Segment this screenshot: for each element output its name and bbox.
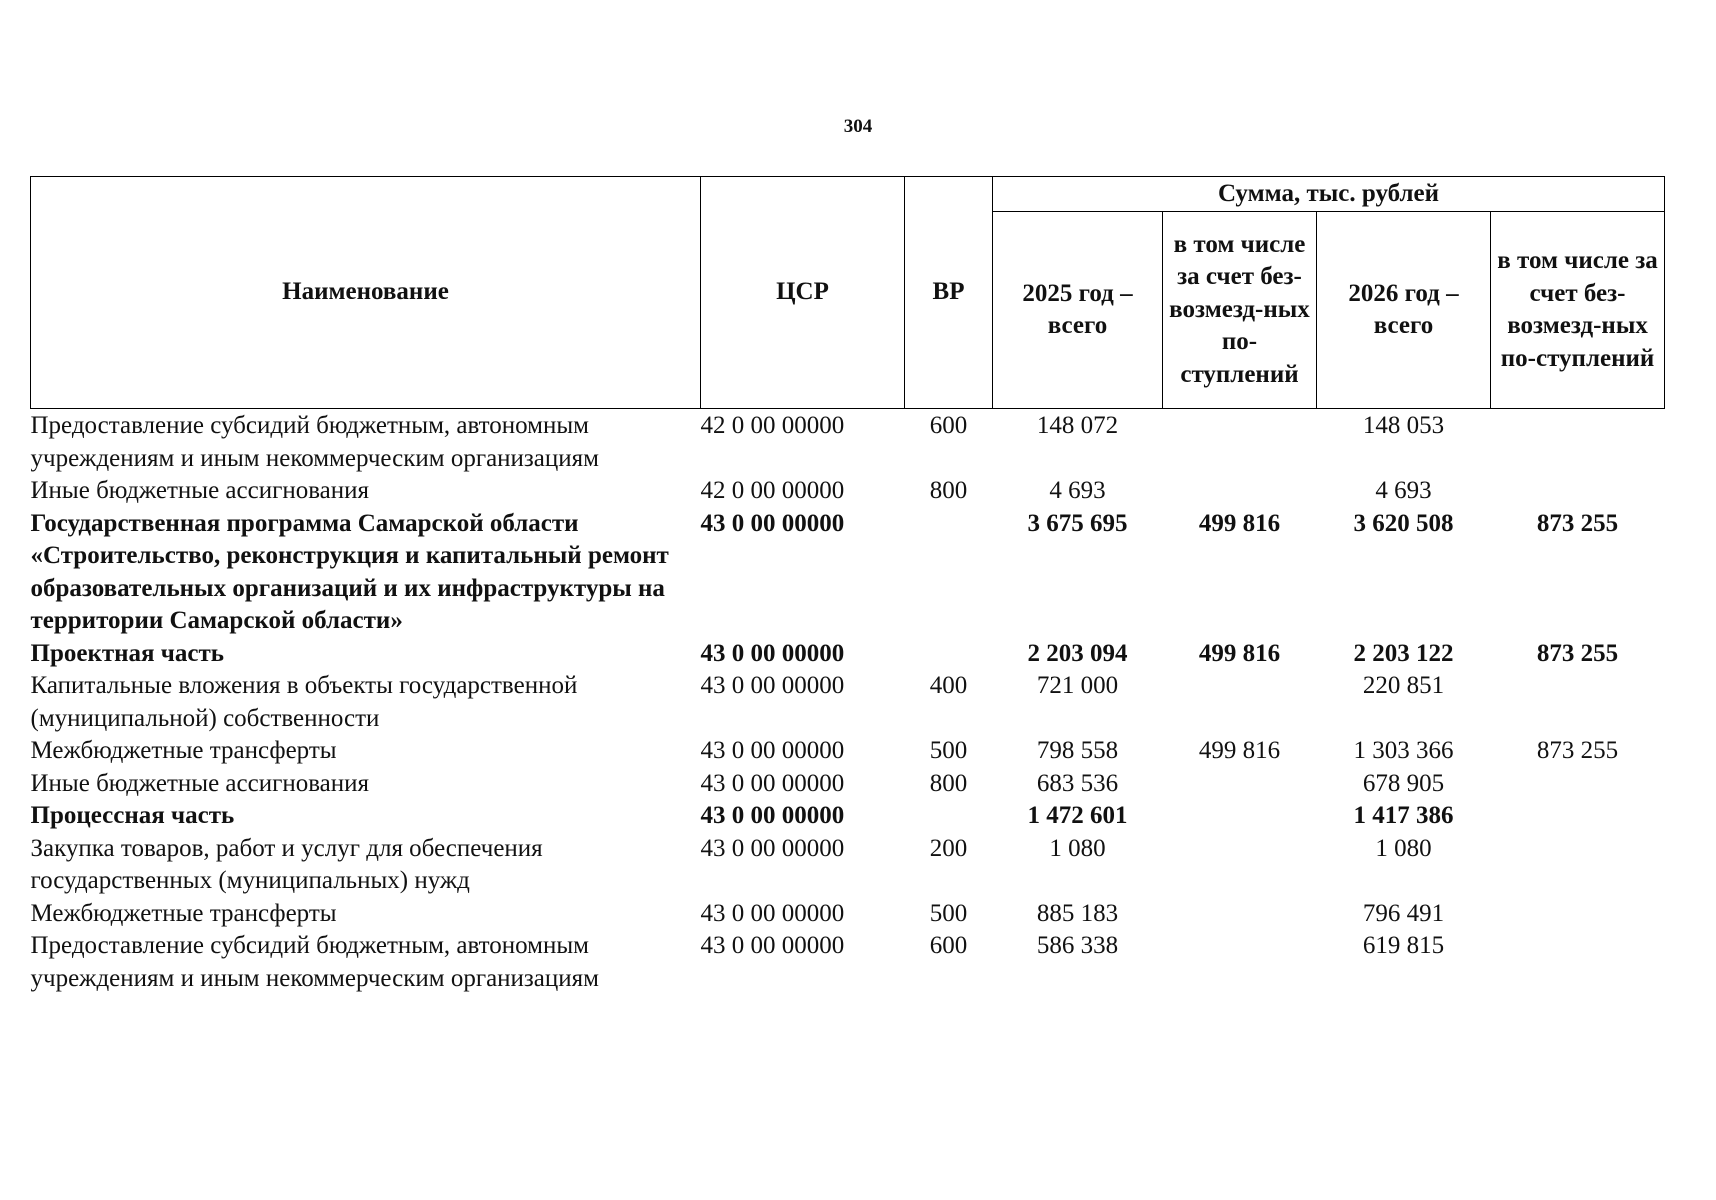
header-2026-total: 2026 год – всего [1317, 212, 1491, 409]
row-vr: 400 [929, 672, 968, 699]
row-vr [905, 800, 993, 833]
row-2025-grants [1163, 768, 1317, 801]
row-2025-total: 683 536 [1036, 769, 1119, 797]
row-2026-total: 148 053 [1362, 412, 1445, 439]
row-2026-total: 3 620 508 [1353, 509, 1454, 537]
row-2025-total: 2 203 094 [1027, 639, 1128, 667]
table-body [31, 409, 1665, 996]
row-vr: 800 [929, 477, 968, 504]
row-2025-total: 586 338 [1036, 932, 1119, 959]
table-header [31, 177, 1665, 409]
row-2025-grants [1163, 833, 1317, 898]
header-2025-grants: в том числе за счет без-возмезд-ных по-ступлений [1163, 212, 1317, 409]
row-2025-total: 3 675 695 [1027, 509, 1128, 537]
budget-table [30, 176, 1665, 995]
row-vr: 800 [929, 769, 968, 797]
row-2026-total: 4 693 [1375, 477, 1432, 504]
row-2026-grants [1491, 930, 1665, 995]
table-row [31, 800, 1665, 833]
row-csr: 43 0 00 00000 [700, 899, 845, 927]
row-2026-grants: 873 255 [1536, 509, 1619, 537]
row-2026-grants [1491, 800, 1665, 833]
row-vr: 600 [929, 412, 968, 439]
row-2026-total: 1 417 386 [1353, 802, 1454, 829]
header-sum-group: Сумма, тыс. рублей [993, 177, 1665, 212]
row-2025-grants [1163, 670, 1317, 735]
header-csr: ЦСР [701, 177, 905, 409]
row-csr: 43 0 00 00000 [700, 509, 845, 537]
row-name: Капитальные вложения в объекты государственной (муниципальной) собственности [30, 672, 578, 732]
row-2025-grants [1163, 898, 1317, 931]
row-2026-total: 2 203 122 [1353, 639, 1454, 667]
row-2026-total: 1 080 [1375, 834, 1432, 862]
row-csr: 43 0 00 00000 [700, 769, 845, 797]
row-vr: 500 [929, 737, 968, 764]
row-csr: 43 0 00 00000 [700, 639, 845, 667]
row-2026-total: 678 905 [1362, 769, 1445, 797]
row-vr [905, 638, 993, 671]
row-2025-total: 885 183 [1036, 899, 1119, 927]
row-2026-grants [1491, 833, 1665, 898]
row-2026-grants: 873 255 [1536, 737, 1619, 764]
table-row [31, 930, 1665, 995]
row-2026-total: 796 491 [1362, 899, 1445, 927]
row-vr: 500 [929, 899, 968, 927]
header-name: Наименование [31, 177, 701, 409]
row-2026-grants [1491, 670, 1665, 735]
row-2026-total: 619 815 [1362, 932, 1445, 959]
row-csr: 42 0 00 00000 [700, 412, 845, 439]
row-name: Предоставление субсидий бюджетным, автономным учреждениям и иным некоммерческим организациям [30, 412, 599, 472]
header-2026-grants: в том числе за счет без-возмезд-ных по-ступлений [1491, 212, 1665, 409]
row-csr: 43 0 00 00000 [700, 737, 845, 764]
row-2026-grants: 873 255 [1536, 639, 1619, 667]
table-row [31, 475, 1665, 508]
row-2025-grants [1163, 930, 1317, 995]
row-vr: 600 [929, 932, 968, 959]
row-name: Иные бюджетные ассигнования [30, 769, 370, 797]
row-vr: 200 [929, 834, 968, 862]
row-name: Проектная часть [30, 639, 225, 667]
table-row [31, 768, 1665, 801]
row-2025-total: 1 080 [1049, 834, 1106, 862]
row-csr: 43 0 00 00000 [700, 802, 845, 829]
row-2026-grants [1491, 475, 1665, 508]
row-name: Государственная программа Самарской области «Строительство, реконструкция и капитальный ремонт образовательных организаций и их инфраструктуры на территории Самарской области» [30, 509, 669, 634]
row-name: Иные бюджетные ассигнования [30, 477, 370, 504]
table-row [31, 638, 1665, 671]
row-2025-total: 1 472 601 [1027, 802, 1128, 829]
table-row [31, 735, 1665, 768]
row-2026-grants [1491, 409, 1665, 476]
row-name: Межбюджетные трансферты [30, 737, 337, 764]
page-number: 304 [843, 116, 873, 137]
row-csr: 43 0 00 00000 [700, 932, 845, 959]
row-2025-grants: 499 816 [1198, 509, 1281, 537]
table-row [31, 833, 1665, 898]
table-row [31, 409, 1665, 476]
row-2025-total: 721 000 [1036, 672, 1119, 699]
row-2025-grants: 499 816 [1198, 737, 1281, 764]
row-2026-total: 1 303 366 [1353, 737, 1454, 764]
row-2025-total: 798 558 [1036, 737, 1119, 764]
row-2025-grants [1163, 800, 1317, 833]
row-csr: 43 0 00 00000 [700, 672, 845, 699]
row-csr: 43 0 00 00000 [700, 834, 845, 862]
table-row [31, 670, 1665, 735]
row-2025-total: 148 072 [1036, 412, 1119, 439]
row-name: Закупка товаров, работ и услуг для обеспечения государственных (муниципальных) нужд [30, 834, 543, 894]
row-name: Межбюджетные трансферты [30, 899, 337, 927]
row-vr [905, 508, 993, 638]
row-2026-total: 220 851 [1362, 672, 1445, 699]
row-2025-total: 4 693 [1049, 477, 1106, 504]
row-2025-grants [1163, 475, 1317, 508]
table-row [31, 508, 1665, 638]
row-2025-grants: 499 816 [1198, 639, 1281, 667]
row-2026-grants [1491, 898, 1665, 931]
row-name: Предоставление субсидий бюджетным, автономным учреждениям и иным некоммерческим организациям [30, 932, 599, 992]
header-2025-total: 2025 год – всего [993, 212, 1163, 409]
table-row [31, 898, 1665, 931]
row-name: Процессная часть [30, 802, 235, 829]
row-2026-grants [1491, 768, 1665, 801]
row-2025-grants [1163, 409, 1317, 476]
header-vr: ВР [905, 177, 993, 409]
row-csr: 42 0 00 00000 [700, 477, 845, 504]
